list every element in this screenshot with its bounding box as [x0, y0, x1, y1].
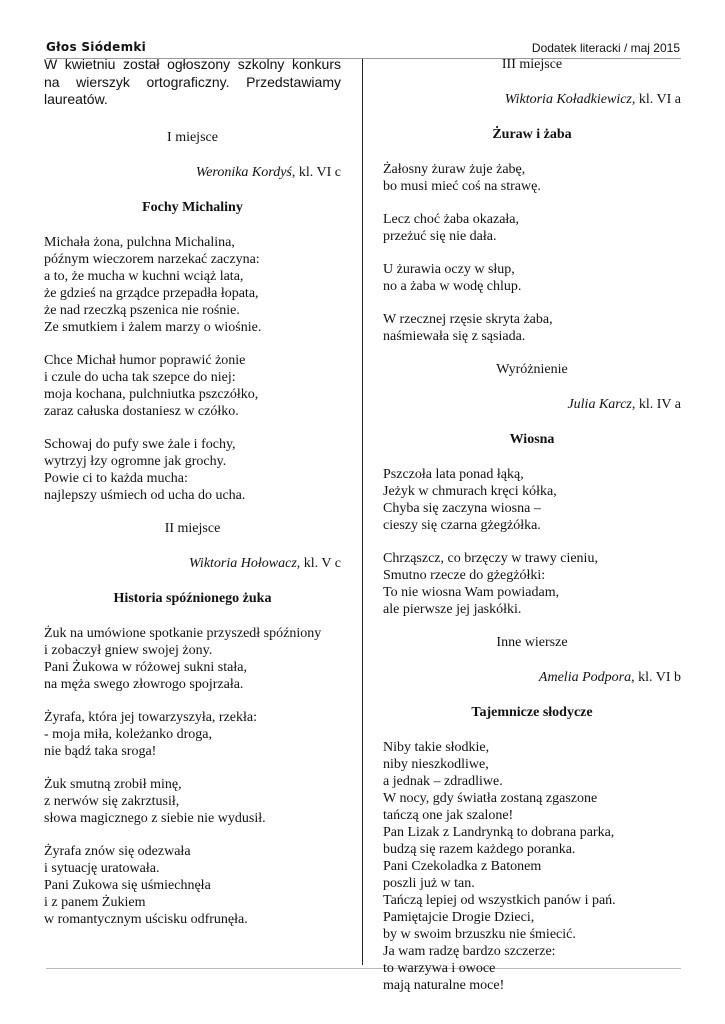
poem-line: Pamiętajcie Drogie Dzieci,	[383, 910, 535, 925]
author-class: , kl. V c	[296, 555, 341, 571]
newsletter-title: Głos Siódemki	[46, 40, 147, 54]
poem-line: Pani Żukowa w różowej sukni stała,	[44, 659, 247, 675]
poem-title: Żuraw i żaba	[492, 127, 572, 142]
author-class: , kl. VI c	[291, 164, 341, 180]
poem-stanza	[44, 352, 341, 420]
right-column	[383, 56, 681, 1010]
award-place: II miejsce	[164, 520, 221, 536]
poem-line: słowa magicznego z siebie nie wydusił.	[44, 810, 266, 826]
poem-stanza	[383, 466, 681, 534]
poem-line: Żałosny żuraw żuje żabę,	[383, 162, 526, 177]
poem-author	[383, 91, 681, 108]
poem-line: i zobaczył gniew swojej żony.	[44, 642, 213, 658]
poem-line: Michała żona, pulchna Michalina,	[44, 234, 235, 250]
poem-line: w romantycznym uścisku odfrunęła.	[44, 911, 248, 927]
poem-line: W nocy, gdy światła zostaną zgaszone	[383, 791, 598, 806]
poem-line: na męża swego złowrogo spojrzała.	[44, 676, 244, 692]
column-divider	[362, 59, 363, 965]
award-place: III miejsce	[501, 57, 563, 72]
poem-line: Pani Czekoladka z Batonem	[383, 859, 542, 874]
poem-line: wytrzyj łzy ogromne jak grochy.	[44, 453, 227, 469]
intro-paragraph: W kwietniu został ogłoszony szkolny konkurs na wierszyk ortograficzny. Przedstawiamy laureatów.	[44, 56, 341, 107]
poem-line: a jednak – zdradliwe.	[383, 774, 503, 789]
poem-line: To nie wiosna Wam powiadam,	[383, 585, 560, 600]
poem-line: Chce Michał humor poprawić żonie	[44, 352, 246, 368]
issue-label: Dodatek literacki / maj 2015	[531, 41, 680, 55]
poem-stanza	[383, 311, 681, 345]
poem-stanza	[383, 261, 681, 295]
poem-line: Pani Zukowa się uśmiechnęła	[44, 877, 211, 893]
poem-stanza	[383, 211, 681, 245]
poem-line: moja kochana, pulchniutka pszczółko,	[44, 386, 259, 402]
award-place: I miejsce	[167, 129, 218, 145]
poem-line: Pan Lizak z Landrynką to dobrana parka,	[383, 825, 615, 840]
poem-stanza	[44, 843, 341, 928]
poem-line: z nerwów się zakrztusił,	[44, 793, 180, 809]
poem-stanza	[44, 234, 341, 336]
award-place: Wyróżnienie	[496, 362, 568, 377]
poem-line: Lecz choć żaba okazała,	[383, 212, 520, 227]
poem-line: ale pierwsze jej jaskółki.	[383, 602, 522, 617]
poem-line: najlepszy uśmiech od ucha do ucha.	[44, 487, 246, 503]
left-column	[44, 56, 341, 944]
poem-line: Pszczoła lata ponad łąką,	[383, 467, 524, 482]
poem-line: niby nieszkodliwe,	[383, 757, 489, 772]
poem-line: poszli już w tan.	[383, 876, 475, 891]
poem-title: Historia spóźnionego żuka	[113, 590, 272, 606]
poem-title: Wiosna	[509, 432, 555, 447]
poem-author	[383, 669, 681, 686]
poem-line: by w swoim brzuszku nie śmiecić.	[383, 927, 576, 942]
poem-stanza	[44, 436, 341, 504]
poem-title: Fochy Michaliny	[142, 199, 243, 215]
poem-line: Chrząszcz, co brzęczy w trawy cieniu,	[383, 551, 598, 566]
poem-stanza	[44, 776, 341, 827]
poem-line: a to, że mucha w kuchni wciąż lata,	[44, 268, 244, 284]
author-class: , kl. IV a	[631, 397, 681, 412]
poem-author	[44, 555, 341, 572]
poem-author	[44, 164, 341, 181]
author-class: , kl. VI b	[631, 670, 681, 685]
poem-author	[383, 396, 681, 413]
poem-line: - moja miła, koleżanko droga,	[44, 726, 212, 742]
poem-line: no a żaba w wodę chlup.	[383, 279, 522, 294]
poem-line: Niby takie słodkie,	[383, 740, 490, 755]
poem-line: Smutno rzecze do gżegżółki:	[383, 568, 546, 583]
poem-line: tańczą one jak szalone!	[383, 808, 514, 823]
poem-line: cieszy się czarna gżegżółka.	[383, 518, 541, 533]
poem-line: Chyba się zaczyna wiosna –	[383, 501, 541, 516]
poem-line: i sytuację uratowała.	[44, 860, 160, 876]
poem-line: bo musi mieć coś na strawę.	[383, 179, 541, 194]
poem-line: Żyrafa znów się odezwała	[44, 843, 191, 859]
poem-line: mają naturalne moce!	[383, 978, 505, 993]
poem-line: nie bądź taka sroga!	[44, 743, 157, 759]
poem-line: i czule do ucha tak szepce do niej:	[44, 369, 236, 385]
poem-line: budzą się razem każdego poranka.	[383, 842, 576, 857]
poem-line: Ja wam radzę bardzo szczerze:	[383, 944, 556, 959]
author-name: Weronika Kordyś	[195, 164, 292, 180]
poem-line: naśmiewała się z sąsiada.	[383, 329, 526, 344]
poem-line: że gdzieś na grządce przepadła łopata,	[44, 285, 259, 301]
poem-line: Ze smutkiem i żalem marzy o wiośnie.	[44, 319, 262, 335]
author-name: Amelia Podpora	[538, 670, 632, 685]
poem-line: zaraz całuska dostaniesz w czółko.	[44, 403, 239, 419]
poem-line: Schowaj do pufy swe żale i fochy,	[44, 436, 236, 452]
poem-line: Powie ci to każda mucha:	[44, 470, 188, 486]
poem-line: przeżuć się nie dała.	[383, 229, 497, 244]
poem-stanza	[383, 161, 681, 195]
award-place: Inne wiersze	[496, 635, 568, 650]
poem-line: Tańczą lepiej od wszystkich panów i pań.	[383, 893, 616, 908]
poem-stanza	[44, 709, 341, 760]
poem-line: W rzecznej rzęsie skryta żaba,	[383, 312, 553, 327]
poem-line: Żyrafa, która jej towarzyszyła, rzekła:	[44, 709, 258, 725]
poem-line: i z panem Żukiem	[44, 894, 146, 910]
author-class: , kl. VI a	[631, 92, 681, 107]
poem-title: Tajemnicze słodycze	[471, 705, 593, 720]
author-name: Wiktoria Koładkiewicz	[504, 92, 632, 107]
poem-stanza	[383, 739, 681, 994]
poem-stanza	[383, 550, 681, 618]
author-name: Julia Karcz	[567, 397, 632, 412]
author-name: Wiktoria Hołowacz	[189, 555, 297, 571]
poem-line: późnym wieczorem narzekać zaczyna:	[44, 251, 260, 267]
poem-stanza	[44, 625, 341, 693]
poem-line: Żuk na umówione spotkanie przyszedł spóźniony	[44, 625, 322, 641]
poem-line: to warzywa i owoce	[383, 961, 496, 976]
poem-line: Jeżyk w chmurach kręci kółka,	[383, 484, 557, 499]
poem-line: że nad rzeczką pszenica nie rośnie.	[44, 302, 240, 318]
poem-line: Żuk smutną zrobił minę,	[44, 776, 182, 792]
poem-line: U żurawia oczy w słup,	[383, 262, 515, 277]
